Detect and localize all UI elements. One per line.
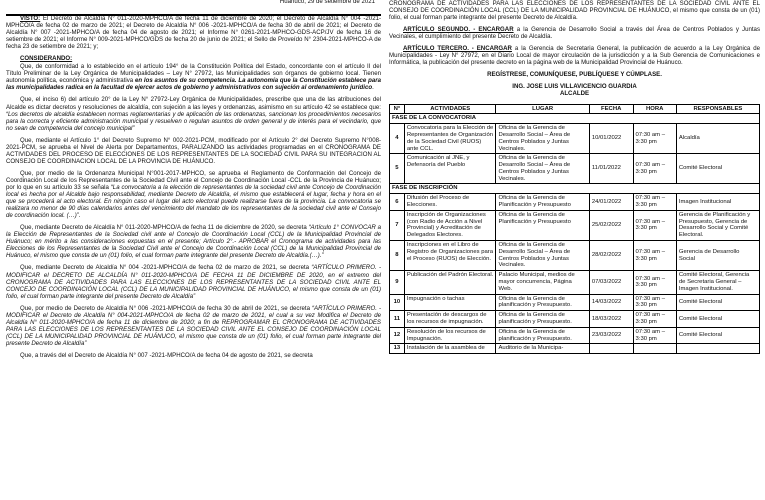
cell-activity: Difusión del Proceso de Elecciones. (404, 194, 496, 211)
cell-responsible: Gerencia de Planificación y Presupuesto, Gerencia de Desarrollo Social y Comité Electoral. (676, 210, 759, 240)
cell-date: 14/03/2022 (589, 294, 633, 311)
cell-responsible: Gerencia de Desarrollo Social (676, 241, 759, 271)
cell-activity: Presentación de descargos de los recursos de impugnación. (404, 311, 496, 328)
table-row (390, 271, 760, 294)
cell-responsible: Comité Electoral (676, 327, 759, 344)
cell-activity: Convocatoria para la Elección de Representantes de Organización de la Sociedad Civil (RUOS) ante CCL. (404, 124, 496, 154)
cell-place: Oficina de la Gerencia de planificación y Presupuesto. (496, 294, 589, 311)
cell-responsible: Alcaldía (676, 124, 759, 154)
schedule-table (389, 104, 760, 355)
closing-formula: REGÍSTRESE, COMUNÍQUESE, PUBLÍQUESE Y CÚMPLASE. (487, 71, 662, 79)
paragraph-2: Que, el inciso 6) del artículo 20° de la Ley N° 27972-Ley Orgánica de Municipalidades, prescribe que una de las atribuciones del Alcalde es dictar decretos y resoluciones de alcaldía, con sujeción a las leyes y ordenanzas, asimismo en su artículo 42 se establece que: “Los decretos de alcaldía establecen normas reglamentarias y de aplicación de las ordenanzas, sancionan los procedimientos necesarios para la correcta y eficiente administración municipal y resuelven o regulan asuntos de orden general y de interés para el vecindario, que no sean de competencia del concejo municipal” (6, 96, 381, 132)
cell-activity: Publicación del Padrón Electoral. (404, 271, 496, 294)
header-responsible: RESPONSABLES (676, 104, 759, 114)
cell-number: 12 (390, 327, 405, 344)
cell-number: 8 (390, 241, 405, 271)
paragraph-4: Que, por medio de la Ordenanza Municipal N°001-2017-MPHCO, se aprueba el Reglamento de Conformación del Concejo de Coordinación Local de los Representantes de la Sociedad Civil ante el Concejo de Coordinación Local -CCL de la Provincia de Huánuco; por lo que en su artículo 33 se señala “La convocatoria a la elección de representantes de la sociedad civil ante Concejo de Coordinación local es hecha por el Alcalde bajo responsabilidad, mediante Decreto de Alcaldía, el mismo que establecerá el lugar, fecha y hora en el que se procederá al acto electoral. En ningún caso el lugar del acto electoral puede realizarse fuera de la provincia. La convocatoria se realizara no menor de 90 días calendarios antes del vencimiento del mandato de los representantes de la sociedad civil ante el Consejo de coordinación local. (…)”. (6, 169, 381, 220)
cell-number: 4 (390, 124, 405, 154)
cell-time: 07:30 am – 3:30 pm (633, 124, 676, 154)
table-row (390, 124, 760, 154)
cell-number: 7 (390, 210, 405, 240)
signer-name: ING. JOSE LUIS VILLAVICENCIO GUARDIA (512, 83, 637, 91)
paragraph-7: Que, por medio de Decreto de Alcaldía N° 006 -2021-MPHCO/A de fecha 30 de abril de 2021, se decreta “ARTÍCULO PRIMERO. - MODIFICAR el Decreto de Alcaldía N° 004-2021-MPHCO/A de fecha 02 de marzo de 2021, el cual a su vez Modifica el Decreto de Alcaldía N° 011-2020-MPHCO/A de fecha 11 de diciembre de 2020; a fin de REPROGRAMAR EL CRONOGRAMA DE ACTIVIDADES PARA LAS ELECCIONES DE LOS REPRESENTANTES DE LA SOCIEDAD CIVIL ANTE EL CONSEJO DE COORDINACIÓN LOCAL (CCL) DE LA MUNICIPALIDAD PROVINCIAL DE HUÁNUCO, el mismo que consta de un (01) folio, el cual forman parte integrante del presente Decreto de Alcaldía” (6, 304, 382, 347)
cell-number: 10 (390, 294, 405, 311)
cell-responsible: Comité Electoral, Gerencia de Secretaria General – Imagen Institucional. (676, 271, 759, 294)
cell-time (633, 344, 676, 354)
cell-time: 07:30 am – 3:30 pm (633, 241, 676, 271)
article-1-continuation: CRONOGRAMA DE ACTIVIDADES PARA LAS ELECCIONES DE LOS REPRESENTANTES DE LA SOCIEDAD CIVIL ANTE EL CONSEJO DE COORDINACIÓN LOCAL (CCL) DE LA MUNICIPALIDAD PROVINCIAL DE HUÁNUCO, el mismo que consta de un (01) folio, el cual forman parte integrante del presente Decreto de Alcaldía. (389, 0, 760, 22)
cell-activity: Comunicación al JNE, y Defensoría del Pueblo (404, 154, 496, 184)
paragraph-6: Que, mediante Decreto de Alcaldía N° 004 -2021-MPHCO/A de fecha 02 de marzo de 2021, se decreta “ARTÍCULO PRIMERO. - MODIFICAR el DECRETO DE ALCALDÍA N° 011-2020-MPHCO/A DE FECHA 11 DE DICIEMBRE DE 2020, en el extremo del CRONOGRAMA DE ACTIVIDADES PARA LAS ELECCIONES DE LOS REPRESENTANTES DE LA SOCIEDAD CIVIL ANTE EL CONCEJO DE COORDINACIÓN LOCAL (CCL) DE LA MUNICIPALIDAD PROVINCIAL DE HUÁNUCO, el mismo que consta de un (01) folio, el cual forman parte integrante del presente Decreto de Alcaldía” (6, 264, 382, 300)
cell-time: 07:30 am – 3:30 pm (633, 294, 676, 311)
article-2: ARTÍCULO SEGUNDO. - ENCARGAR a la Gerencia de Desarrollo Social a través del Área de Centros Poblados y Juntas Vecinales, el cumplimiento del presente Decreto de Alcaldía. (389, 26, 760, 41)
visto-label: VISTO: (20, 15, 41, 22)
cell-date: 28/02/2022 (589, 241, 633, 271)
table-row (390, 344, 760, 354)
table-row (390, 241, 760, 271)
paragraph-3: Que, mediante el Artículo 1° del Decreto Supremo N° 002-2021-PCM, modificado por el Artículo 2° del Decreto Supremo N°008-2021-PCM, se aprueba el Nivel de Alerta por Departamentos, PARALIZANDO las actividades programadas en el CRONOGRAMA DE ACTIVIDADES DEL PROCESO DE ELECCIONES DE LOS REPRESENTANTES DE LA SOCIEDAD CIVIL PARA SU INTEGRACION AL CONSEJO DE COORDINACION LOCAL DE LA PROVINCIA DE HUÁNUCO. (6, 136, 381, 165)
cell-number: 11 (390, 311, 405, 328)
cell-activity: Impugnación o tachas (404, 294, 496, 311)
header-date: FECHA (589, 104, 633, 114)
cell-place: Oficina de la Gerencia de Planificación y Presupuesto (496, 194, 589, 211)
cell-responsible: Imagen Institucional (676, 194, 759, 211)
paragraph-1: Que, de conformidad a lo establecido en el artículo 194° de la Constitución Política del Estado, concordante con el artículo II del Título Preliminar de la Ley Orgánica de Municipalidades – Ley N° 27972, las Municipalidades son órganos de gobierno local. Tienen autonomía política, económica y administrativa en los asuntos de su competencia. La autonomía que la Constitución establece para las municipalidades radica en la facultad de ejercer actos de gobierno y administrativos con sujeción al ordenamiento jurídico. (6, 63, 381, 92)
cell-responsible: Comité Electoral (676, 311, 759, 328)
visto-paragraph (6, 15, 381, 50)
table-row (390, 327, 760, 344)
cell-number: 13 (390, 344, 405, 354)
visto-text: El Decreto de Alcaldía N° 011-2020-MPHCO/A de fecha 11 de diciembre de 2020; el Decreto de Alcaldía N° 004 -2021-MPHCO/A de fecha 02 de marzo de 2021; el Decreto de Alcaldía N° 006 -2021-MPHCO/A de fecha 30 de abril de 2021; el Decreto de Alcaldía N° 007 -2021-MPHCO/A de fecha 04 de agosto de 2021; el Informe N° 0261-2021-MPHCO-GDS-ACP/JV de fecha 16 de setiembre de 2021; el Informe N° 009-2021-MPHCO/GDS de fecha 20 de junio de 2021; el Sello de Proveído N° 2304-2021-MPHCO-A de fecha 23 de setiembre de 2021; y; (6, 15, 381, 51)
header-n: N° (390, 104, 405, 114)
cell-time: 07:30 am – 3:30 pm (633, 311, 676, 328)
cell-time: 07:30 am – 3:30 pm (633, 327, 676, 344)
cell-place: Oficina de la Gerencia de Desarrollo Social – Área de Centros Poblados y Juntas Vecinales. (496, 241, 589, 271)
header-time: HORA (633, 104, 676, 114)
cell-date: 23/03/2022 (589, 327, 633, 344)
cell-activity: Inscripción de Organizaciones (con Radio de Acción a Nivel Provincial) y Acreditación de Delegados Electores. (404, 210, 496, 240)
section-convocatoria: FASE DE LA CONVOCATORIA (390, 114, 760, 124)
cell-place: Oficina de la Gerencia de Desarrollo Social – Área de Centros Poblados y Juntas Vecinales. (496, 124, 589, 154)
considerando-heading: CONSIDERANDO: (20, 55, 73, 63)
cell-place: Oficina de la Gerencia de Desarrollo Social – Área de Centros Poblados y Juntas Vecinales. (496, 154, 589, 184)
cell-activity: Instalación de la asamblea de (404, 344, 496, 354)
table-row (390, 194, 760, 211)
cell-place: Oficina de la Gerencia de planificación y Presupuesto. (496, 327, 589, 344)
cell-date: 07/03/2022 (589, 271, 633, 294)
cell-time: 07:30 am – 3:30 pm (633, 271, 676, 294)
cell-number: 6 (390, 194, 405, 211)
cell-date: 24/01/2022 (589, 194, 633, 211)
cell-place: Auditorio de la Municipa- (496, 344, 589, 354)
left-column (6, 0, 381, 364)
article-3: ARTÍCULO TERCERO. - ENCARGAR a la Gerencia de Secretaria General, la publicación de acuerdo a la Ley Orgánica de Municipalidades - Ley N° 27972, en el Diario Local de mayor circulación de la jurisdicción y a la Sub Gerencia de Comunicaciones e Informática, la publicación del presente decreto en la página web de la Municipalidad Provincial de Huánuco. (389, 45, 760, 67)
cell-number: 5 (390, 154, 405, 184)
cell-responsible (676, 344, 759, 354)
cell-number: 9 (390, 271, 405, 294)
document-date: Huánuco, 29 de setiembre de 2021 (279, 0, 375, 5)
cell-time: 07:30 am – 3:30 pm (633, 194, 676, 211)
paragraph-5: Que, mediante Decreto de Alcaldía N° 011-2020-MPHCO/A de fecha 11 de diciembre de 2020, se decreta “Artículo 1° CONVOCAR a la Elección de Representantes de la Sociedad civil ante el Concejo de Coordinación Local (CCL) de la Municipalidad Provincial de Huánuco; en mérito a las consideraciones expuestas en el presente; Artículo 2°.- APROBAR el Cronograma de actividades para las Elecciones de los Representantes de la Sociedad Civil ante el Concejo de Coordinación Local (CCL) de la Municipalidad Provincial de Huánuco, el mismo que consta de un (01) folio, el cual forman parte integrante del presente Decreto de Alcaldía.(…).” (6, 224, 381, 260)
header-activities: ACTIVIDADES (404, 104, 496, 114)
signer-title: ALCALDE (559, 90, 590, 98)
cell-time: 07:30 am – 3:30 pm (633, 154, 676, 184)
cell-date: 11/01/2022 (589, 154, 633, 184)
table-row (390, 154, 760, 184)
section-inscripcion: FASE DE INSCRIPCIÓN (390, 184, 760, 194)
table-row (390, 210, 760, 240)
cell-date: 10/01/2022 (589, 124, 633, 154)
table-row (390, 311, 760, 328)
cell-responsible: Comité Electoral (676, 154, 759, 184)
cell-date: 25/02/2022 (589, 210, 633, 240)
header-place: LUGAR (496, 104, 589, 114)
cell-activity: Resolución de los recursos de Impugnación. (404, 327, 496, 344)
table-body (390, 114, 760, 354)
cell-date (589, 344, 633, 354)
cell-activity: Inscripciones en el Libro de Registro de Organizaciones para el Proceso (RUOS) de Elección. (404, 241, 496, 271)
paragraph-8: Que, a través del el Decreto de Alcaldía N° 007 -2021-MPHCO/A de fecha 04 de agosto de 2021, se decreta (20, 351, 313, 359)
cell-place: Oficina de la Gerencia de Planificación y Presupuesto (496, 210, 589, 240)
right-column (389, 0, 760, 354)
cell-time: 07:30 am – 3:30 pm (633, 210, 676, 240)
table-row (390, 294, 760, 311)
cell-date: 18/03/2022 (589, 311, 633, 328)
table-header-row (390, 104, 760, 114)
cell-place: Palacio Municipal, medios de mayor concurrencia, Página Web. (496, 271, 589, 294)
cell-responsible: Comité Electoral (676, 294, 759, 311)
cell-place: Oficina de la Gerencia de planificación y Presupuesto. (496, 311, 589, 328)
